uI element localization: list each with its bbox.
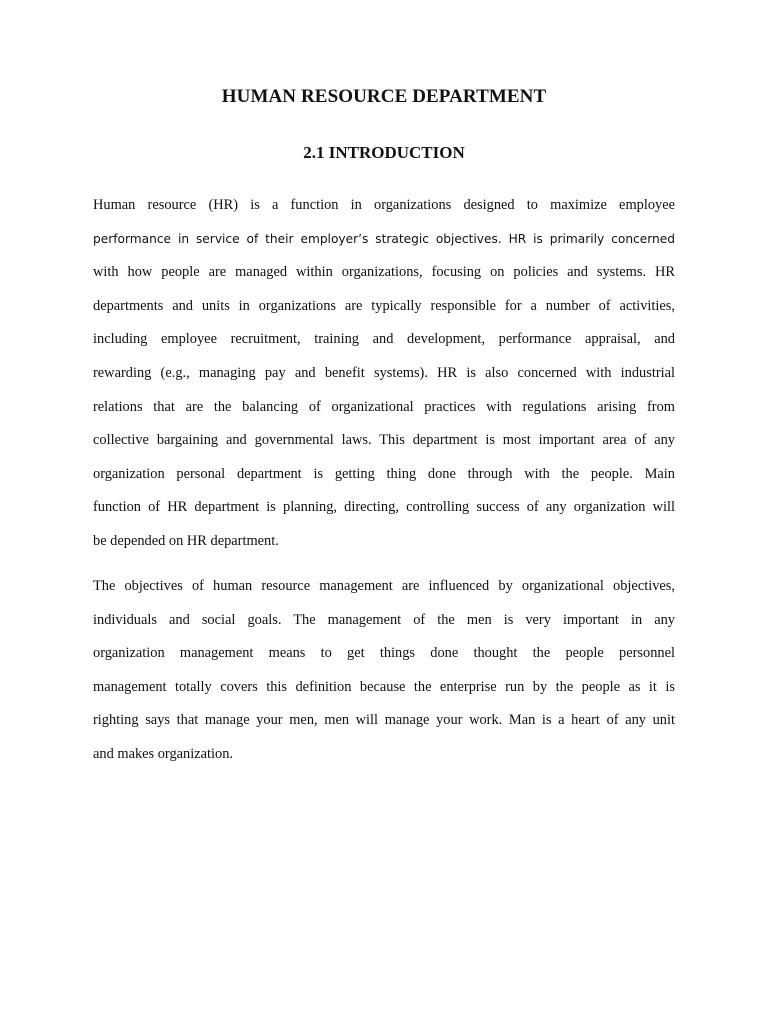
text-line: organization personal department is getting thing done through with the people. Main bbox=[93, 465, 675, 482]
text-line: be depended on HR department. bbox=[93, 532, 279, 549]
text-line: organization management means to get things done thought the people personnel bbox=[93, 645, 675, 662]
text-line: performance in service of their employer’s strategic objectives. HR is primarily concerned bbox=[93, 231, 675, 246]
text-line: righting says that manage your men, men will manage your work. Man is a heart of any unit bbox=[93, 712, 675, 729]
text-line: and makes organization. bbox=[93, 745, 233, 762]
text-line: management totally covers this definition because the enterprise run by the people as it is bbox=[93, 678, 675, 695]
text-line: departments and units in organizations are typically responsible for a number of activities, bbox=[93, 297, 675, 314]
text-line: function of HR department is planning, directing, controlling success of any organization will bbox=[93, 499, 675, 516]
text-line: rewarding (e.g., managing pay and benefit systems). HR is also concerned with industrial bbox=[93, 364, 675, 381]
text-line: individuals and social goals. The management of the men is very important in any bbox=[93, 611, 675, 628]
text-line: relations that are the balancing of organizational practices with regulations arising from bbox=[93, 398, 675, 415]
page-title: HUMAN RESOURCE DEPARTMENT bbox=[221, 86, 547, 107]
text-line: including employee recruitment, training and development, performance appraisal, and bbox=[93, 331, 675, 348]
paragraph-objectives bbox=[93, 578, 675, 780]
paragraph-introduction bbox=[93, 197, 675, 567]
section-heading: 2.1 INTRODUCTION bbox=[303, 143, 465, 162]
text-line: with how people are managed within organizations, focusing on policies and systems. HR bbox=[93, 264, 675, 281]
text-line: collective bargaining and governmental laws. This department is most important area of any bbox=[93, 432, 675, 449]
text-line: The objectives of human resource management are influenced by organizational objectives, bbox=[93, 578, 675, 594]
text-line: Human resource (HR) is a function in organizations designed to maximize employee bbox=[93, 197, 675, 213]
